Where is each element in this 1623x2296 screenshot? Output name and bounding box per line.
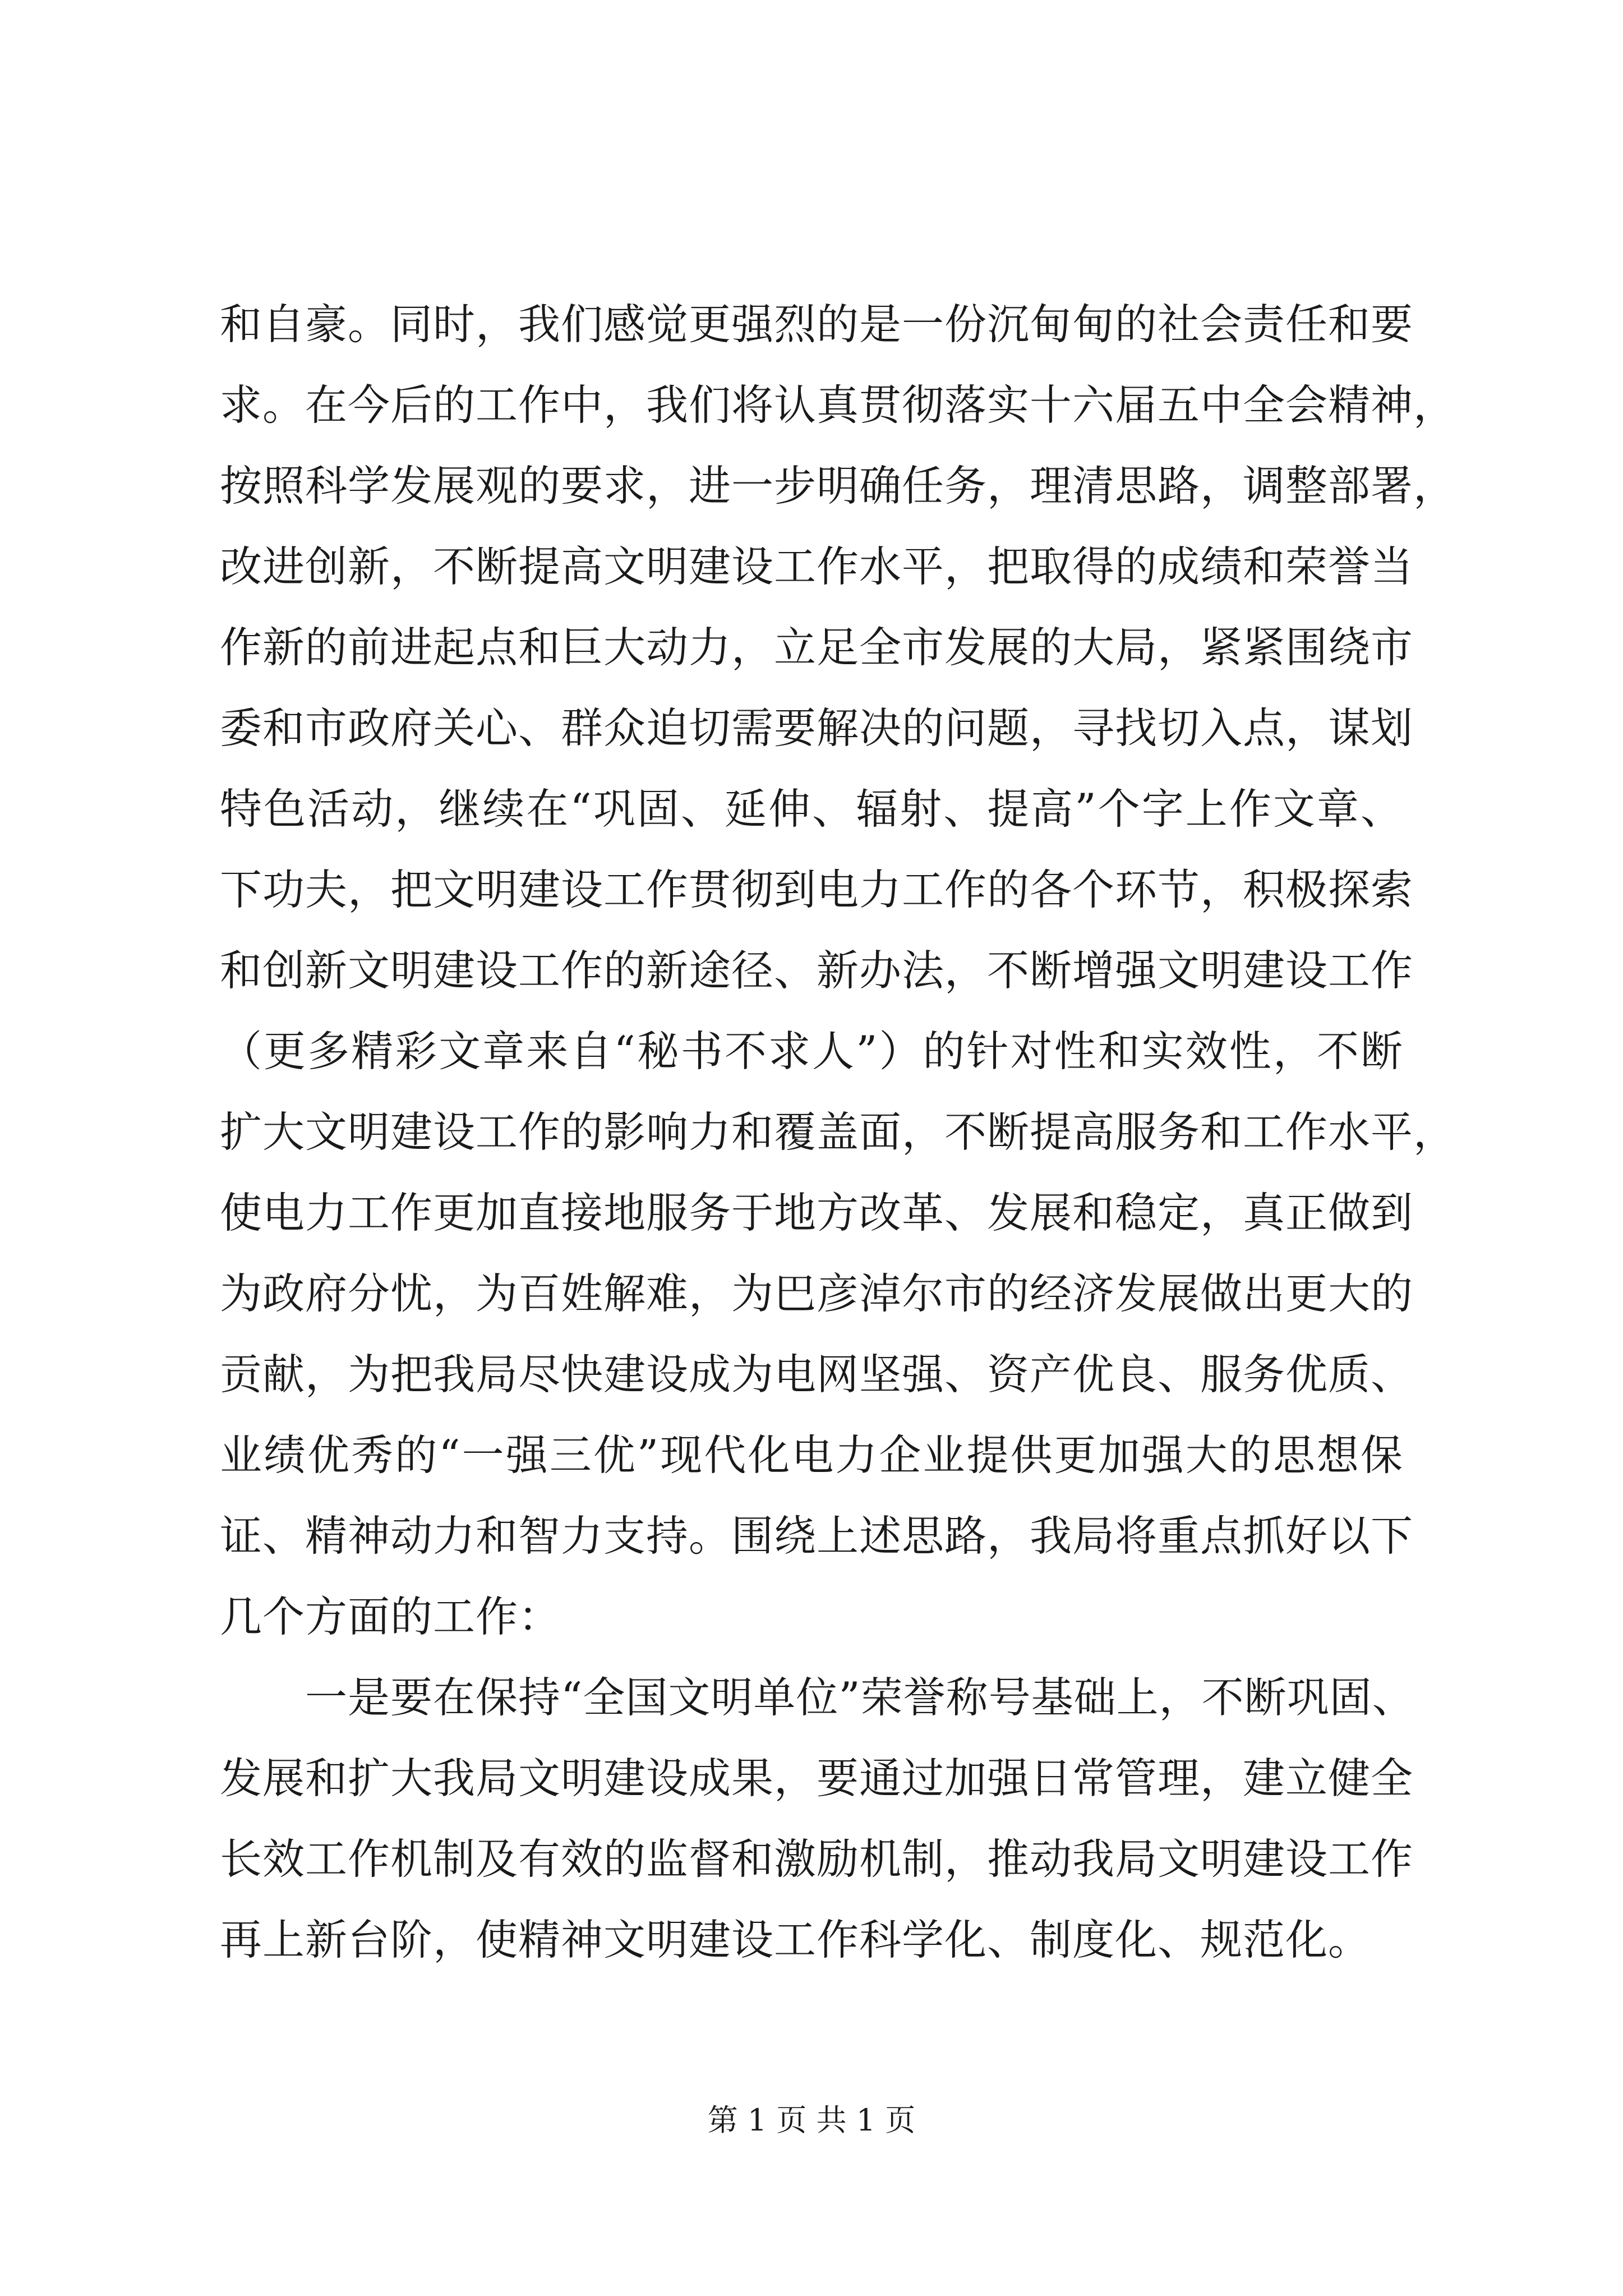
text-line: 扩大文明建设工作的影响力和覆盖面，不断提高服务和工作水平， (220, 1107, 1456, 1157)
page-footer (0, 2101, 1623, 2140)
text-line: 委和市政府关心、群众迫切需要解决的问题，寻找切入点，谋划 (220, 703, 1414, 753)
text-line: 求。在今后的工作中，我们将认真贯彻落实十六届五中全会精神， (220, 380, 1456, 430)
text-line: 使电力工作更加直接地服务于地方改革、发展和稳定，真正做到 (220, 1188, 1414, 1237)
page-number-label: 第 1 页 共 1 页 (707, 2102, 916, 2138)
text-line: 特色活动，继续在“巩固、延伸、辐射、提高”个字上作文章、 (220, 784, 1403, 834)
text-line: 几个方面的工作： (220, 1592, 561, 1641)
document-body (220, 284, 1456, 1980)
text-line: 按照科学发展观的要求，进一步明确任务，理清思路，调整部署， (220, 461, 1456, 510)
text-line: 和自豪。同时，我们感觉更强烈的是一份沉甸甸的社会责任和要 (220, 300, 1414, 349)
text-line: 贡献，为把我局尽快建设成为电网坚强、资产优良、服务优质、 (220, 1350, 1414, 1399)
text-line: 和创新文明建设工作的新途径、新办法，不断增强文明建设工作 (220, 946, 1414, 995)
text-line: 作新的前进起点和巨大动力，立足全市发展的大局，紧紧围绕市 (220, 623, 1414, 672)
text-line: 业绩优秀的“一强三优”现代化电力企业提供更加强大的思想保 (220, 1430, 1403, 1480)
text-line: 为政府分忧，为百姓解难，为巴彦淖尔市的经济发展做出更大的 (220, 1269, 1414, 1318)
text-line: 长效工作机制及有效的监督和激励机制，推动我局文明建设工作 (220, 1834, 1414, 1884)
text-line: （更多精彩文章来自“秘书不求人”）的针对性和实效性，不断 (220, 1027, 1403, 1076)
text-line: 一是要在保持“全国文明单位”荣誉称号基础上，不断巩固、 (305, 1673, 1415, 1722)
text-line: 改进创新，不断提高文明建设工作水平，把取得的成绩和荣誉当 (220, 542, 1414, 591)
text-line: 证、精神动力和智力支持。围绕上述思路，我局将重点抓好以下 (220, 1511, 1414, 1561)
text-line: 再上新台阶，使精神文明建设工作科学化、制度化、规范化。 (220, 1915, 1371, 1964)
text-line: 发展和扩大我局文明建设成果，要通过加强日常管理，建立健全 (220, 1754, 1414, 1803)
text-line: 下功夫，把文明建设工作贯彻到电力工作的各个环节，积极探索 (220, 865, 1414, 914)
